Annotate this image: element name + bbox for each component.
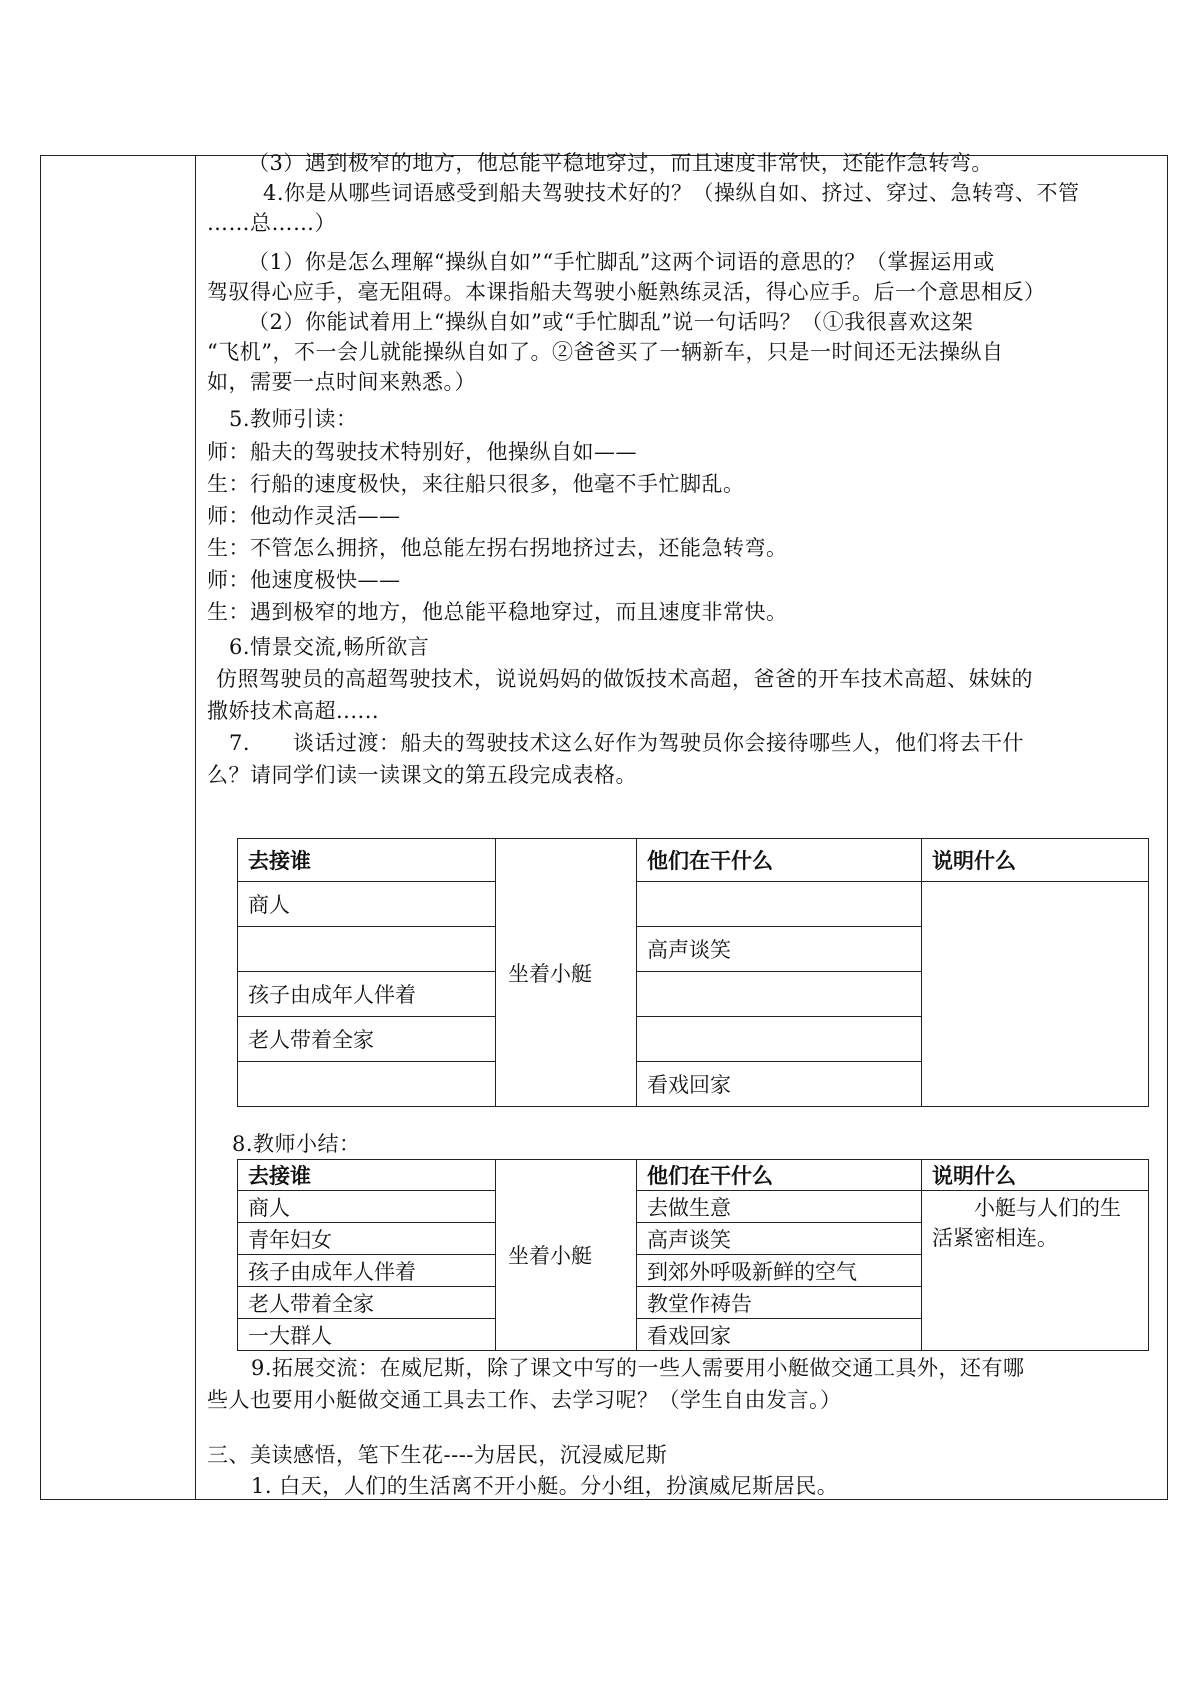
text-line: 驾驭得心应手，毫无阻碍。本课指船夫驾驶小艇熟练灵活，得心应手。后一个意思相反） <box>207 280 1046 304</box>
who-cell: 商人 <box>238 1191 496 1223</box>
who-cell <box>238 1062 496 1107</box>
text-line: 师：他速度极快—— <box>207 568 401 592</box>
text-line: 9.拓展交流：在威尼斯，除了课文中写的一些人需要用小艇做交通工具外，还有哪 <box>251 1356 1025 1380</box>
doing-cell: 看戏回家 <box>637 1062 922 1107</box>
text-line: 5.教师引读： <box>229 407 358 431</box>
text-line: 撒娇技术高超...... <box>207 699 380 723</box>
text-line: ……总……） <box>207 211 336 235</box>
text-line: 6.情景交流,畅所欲言 <box>229 635 430 659</box>
meaning-cell: 小艇与人们的生活紧密相连。 <box>922 1191 1149 1351</box>
text-line: 师：他动作灵活—— <box>207 504 401 528</box>
who-cell <box>238 927 496 972</box>
doing-cell <box>637 1017 922 1062</box>
text-line: 生：不管怎么拥挤，他总能左拐右拐地挤过去，还能急转弯。 <box>207 536 788 560</box>
doing-cell: 看戏回家 <box>637 1319 922 1351</box>
meaning-cell <box>922 882 1149 1107</box>
doing-cell <box>637 882 922 927</box>
text-line: 如，需要一点时间来熟悉。） <box>207 370 476 394</box>
header-doing: 他们在干什么 <box>637 1160 922 1191</box>
text-line: 生：遇到极窄的地方，他总能平稳地穿过，而且速度非常快。 <box>207 600 788 624</box>
doing-cell: 高声谈笑 <box>637 927 922 972</box>
text-line: 4.你是从哪些词语感受到船夫驾驶技术好的？（操纵自如、挤过、穿过、急转弯、不管 <box>263 181 1080 205</box>
text-line: “飞机”，不一会儿就能操纵自如了。②爸爸买了一辆新车，只是一时间还无法操纵自 <box>207 340 1004 364</box>
who-cell: 孩子由成年人伴着 <box>238 972 496 1017</box>
header-meaning: 说明什么 <box>922 839 1149 882</box>
text-line: 师：船夫的驾驶技术特别好，他操纵自如—— <box>207 440 637 464</box>
text-line: （1）你是怎么理解“操纵自如”“手忙脚乱”这两个词语的意思的？（掌握运用或 <box>248 250 995 274</box>
text-line: 生：行船的速度极快，来往船只很多，他毫不手忙脚乱。 <box>207 472 745 496</box>
doing-cell <box>637 972 922 1017</box>
text-line: 些人也要用小艇做交通工具去工作、去学习呢？（学生自由发言。） <box>207 1388 842 1412</box>
header-who: 去接谁 <box>238 839 496 882</box>
doing-cell: 到郊外呼吸新鲜的空气 <box>637 1255 922 1287</box>
who-cell: 老人带着全家 <box>238 1017 496 1062</box>
doing-cell: 教堂作祷告 <box>637 1287 922 1319</box>
summary-table <box>237 1159 1149 1351</box>
doing-cell: 去做生意 <box>637 1191 922 1223</box>
frame-divider <box>195 155 196 1500</box>
mode-cell: 坐着小艇 <box>496 1160 637 1351</box>
who-cell: 一大群人 <box>238 1319 496 1351</box>
text-line: 仿照驾驶员的高超驾驶技术，说说妈妈的做饭技术高超，爸爸的开车技术高超、妹妹的 <box>216 667 1033 691</box>
mode-cell: 坐着小艇 <box>496 839 637 1107</box>
text-line: （2）你能试着用上“操纵自如”或“手忙脚乱”说一句话吗？（①我很喜欢这架 <box>248 310 974 334</box>
text-line: 么？请同学们读一读课文的第五段完成表格。 <box>207 763 637 787</box>
fill-in-table <box>237 838 1149 1107</box>
header-doing: 他们在干什么 <box>637 839 922 882</box>
who-cell: 商人 <box>238 882 496 927</box>
who-cell: 孩子由成年人伴着 <box>238 1255 496 1287</box>
doing-cell: 高声谈笑 <box>637 1223 922 1255</box>
text-line: 8.教师小结： <box>232 1132 361 1156</box>
text-line: 1. 白天，人们的生活离不开小艇。分小组，扮演威尼斯居民。 <box>251 1474 839 1498</box>
text-line: 三、美读感悟，笔下生花----为居民，沉浸威尼斯 <box>207 1443 668 1467</box>
text-line: （3）遇到极窄的地方，他总能平稳地穿过，而且速度非常快，还能作急转弯。 <box>248 151 993 175</box>
header-who: 去接谁 <box>238 1160 496 1191</box>
who-cell: 青年妇女 <box>238 1223 496 1255</box>
text-line: 7. 谈话过渡：船夫的驾驶技术这么好作为驾驶员你会接待哪些人，他们将去干什 <box>229 731 1025 755</box>
who-cell: 老人带着全家 <box>238 1287 496 1319</box>
header-meaning: 说明什么 <box>922 1160 1149 1191</box>
